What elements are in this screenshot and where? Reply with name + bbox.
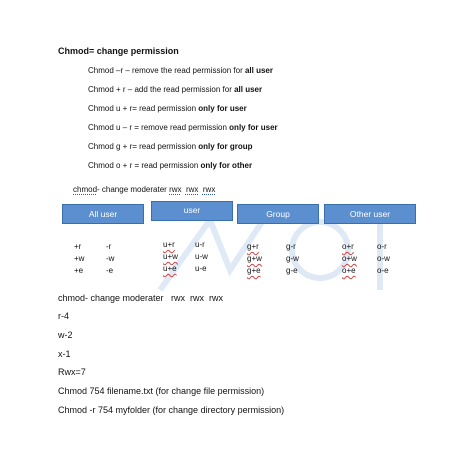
grid-all-minus-e: -e: [106, 266, 114, 275]
grid-other-minus-w: o-w: [377, 254, 390, 263]
box-user: user: [151, 201, 233, 221]
grid-group-minus-r: g-r: [286, 242, 296, 251]
grid-group-minus-w: g-w: [286, 254, 299, 263]
grid-all-plus-r: +r: [74, 242, 82, 251]
grid-user-minus-r: u-r: [195, 240, 205, 249]
grid-group-plus-w: g+w: [247, 254, 262, 263]
grid-other-minus-e: o-e: [377, 266, 389, 275]
cmd-line-6: Chmod o + r = read permission only for other: [88, 161, 253, 170]
box-group: Group: [237, 204, 319, 224]
grid-user-plus-e: u+e: [163, 264, 177, 273]
note-moderater: chmod- change moderater rwx rwx rwx: [58, 293, 224, 303]
grid-group-plus-r: g+r: [247, 242, 259, 251]
cmd-line-3: Chmod u + r= read permission only for user: [88, 104, 247, 113]
grid-user-plus-r: u+r: [163, 240, 175, 249]
grid-user-plus-w: u+w: [163, 252, 178, 261]
note-x-1: x-1: [58, 349, 71, 359]
grid-other-plus-w: o+w: [342, 254, 357, 263]
cmd-line-1: Chmod –r – remove the read permission for all user: [88, 66, 273, 75]
cmd-line-2: Chmod + r – add the read permission for all user: [88, 85, 263, 94]
grid-other-plus-e: o+e: [342, 266, 356, 275]
grid-all-minus-r: -r: [106, 242, 112, 251]
note-w-2: w-2: [58, 330, 73, 340]
grid-all-plus-w: +w: [74, 254, 85, 263]
note-chmod-file: Chmod 754 filename.txt (for change file permission): [58, 386, 265, 396]
note-r-4: r-4: [58, 311, 69, 321]
grid-other-minus-r: o-r: [377, 242, 387, 251]
grid-all-plus-e: +e: [74, 266, 84, 275]
box-other-user: Other user: [324, 204, 416, 224]
note-rwx-7: Rwx=7: [58, 367, 86, 377]
moderater-caption: chmod- change moderater rwx rwx rwx: [73, 185, 216, 194]
grid-user-minus-w: u-w: [195, 252, 208, 261]
grid-all-minus-w: -w: [106, 254, 115, 263]
cmd-line-4: Chmod u – r = remove read permission only for user: [88, 123, 278, 132]
grid-group-plus-e: g+e: [247, 266, 261, 275]
doc-heading: Chmod= change permission: [58, 46, 179, 56]
box-all-user: All user: [62, 204, 144, 224]
grid-other-plus-r: o+r: [342, 242, 354, 251]
note-chmod-dir: Chmod -r 754 myfolder (for change directory permission): [58, 405, 285, 415]
grid-group-minus-e: g-e: [286, 266, 298, 275]
cmd-line-5: Chmod g + r= read permission only for group: [88, 142, 253, 151]
grid-user-minus-e: u-e: [195, 264, 207, 273]
